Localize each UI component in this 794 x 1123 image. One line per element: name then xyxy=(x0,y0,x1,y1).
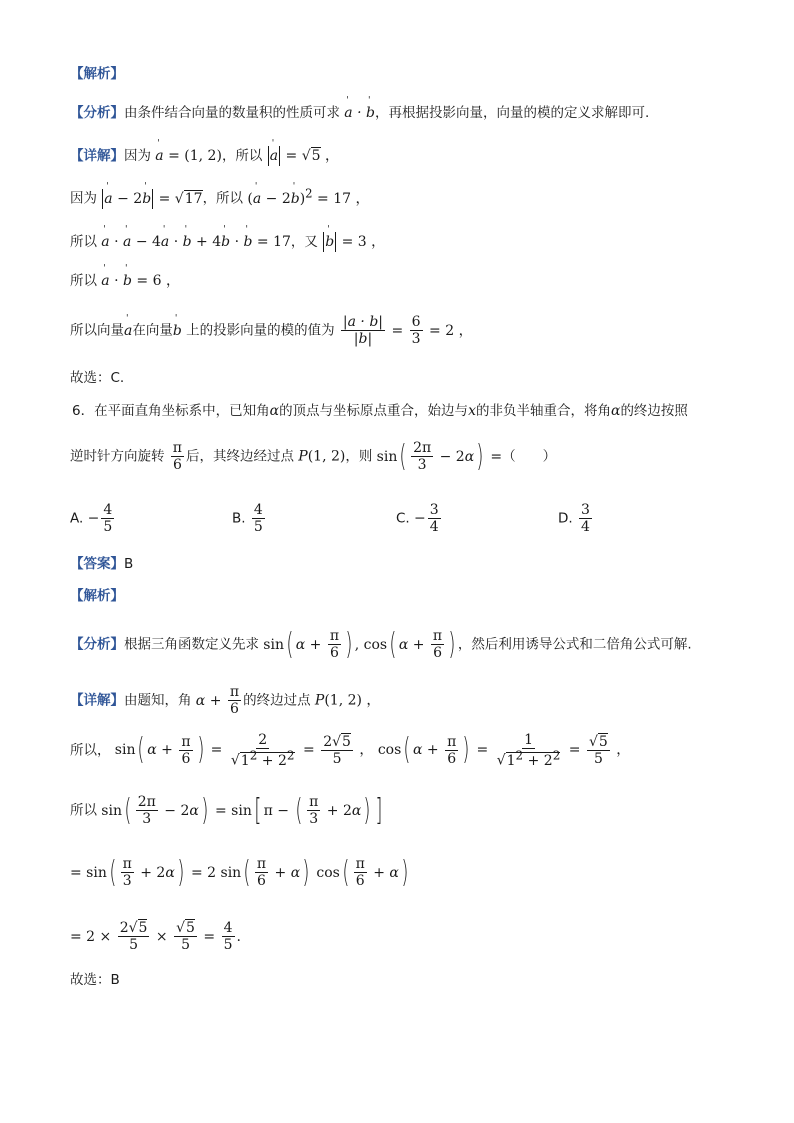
point-P: P(1, 2) xyxy=(298,448,346,465)
q6-detail-line4 xyxy=(70,856,411,889)
q6-detail-line1 xyxy=(70,684,380,717)
tag-label: 【答案】 xyxy=(70,556,124,572)
text: ，再根据投影向量，向量的模的定义求解即可. xyxy=(374,105,650,121)
q5-detail-line2 xyxy=(70,188,370,209)
text: 所以向量 xyxy=(70,322,124,339)
formula: sin( $\frac{2\pi}{3}$ − 2α) = sin[ π − ( $\frac{\pi}{3}$ + 2α) ] xyxy=(101,792,383,828)
q6-detail-line5 xyxy=(70,920,241,953)
text: ，然后利用诱导公式和二倍角公式可解. xyxy=(457,636,692,653)
option-d[interactable] xyxy=(558,502,594,535)
formula: ' a · ' a − 4' a · ' b + 4' b · ' b = 17 xyxy=(101,234,291,250)
text: ，所以 xyxy=(202,190,244,207)
text: ，又 xyxy=(290,234,318,250)
option-sign: − xyxy=(414,510,426,527)
text: ，所以 xyxy=(221,148,263,164)
formula: ' a = (1, 2) xyxy=(155,148,222,164)
formula-dot: ' a · ' b xyxy=(344,105,375,121)
q6-detail-line3 xyxy=(70,794,385,827)
x-var: x xyxy=(468,403,476,419)
q6-detail-line2 xyxy=(70,732,630,769)
option-label: A. xyxy=(70,510,84,527)
formula: ' a − 2' b = √17 xyxy=(101,191,202,207)
text: 由题知，角 xyxy=(124,692,192,709)
text: 的顶点与坐标原点重合，始边与 xyxy=(279,403,469,419)
text: 由条件结合向量的数量积的性质可求 xyxy=(124,105,340,121)
q5-detail-line4 xyxy=(70,274,180,289)
vector-b: ' b xyxy=(173,324,182,338)
q6-stem-line2 xyxy=(70,440,556,473)
formula: sin( α + $\frac{\pi}{6}$ ) = $\frac{2}{√1^2 + 2^2}$ = $\frac{2√5}{5}$ ， cos( α + $\frac{\pi}{6}$ ) = $\frac{1}{√1^2 + 2^2}$ = $\frac{√5}{5}$ ， xyxy=(114,732,631,769)
option-sign: − xyxy=(87,510,100,527)
text: 的终边按照 xyxy=(620,403,688,419)
text: 6．在平面直角坐标系中，已知角 xyxy=(72,403,270,419)
q5-jiexi-tag xyxy=(70,68,124,82)
text: 所以， xyxy=(70,742,111,759)
text: 故选：B xyxy=(70,972,120,988)
q6-jiexi-tag xyxy=(70,590,124,604)
option-fraction: $\frac{4}{5}$ xyxy=(253,502,263,536)
q6-stem-line1 xyxy=(72,404,688,419)
option-label: B. xyxy=(232,510,246,527)
alpha: α xyxy=(269,403,280,419)
vector-a: ' a xyxy=(124,324,132,338)
tag-label: 【详解】 xyxy=(70,692,124,709)
text: 的非负半轴重合，将角 xyxy=(475,403,611,419)
answer-value: B xyxy=(124,556,134,572)
option-label: D. xyxy=(558,510,573,527)
text: 故选：C. xyxy=(70,370,125,386)
option-label: C. xyxy=(396,510,410,527)
text: 所以 xyxy=(70,273,97,289)
formula: α + $\frac{\pi}{6}$ xyxy=(195,684,240,718)
text: 所以 xyxy=(70,234,97,250)
text: 上的投影向量的模的值为 xyxy=(186,322,335,339)
option-fraction: $\frac{3}{4}$ xyxy=(580,502,590,536)
option-fraction: $\frac{4}{5}$ xyxy=(103,502,113,536)
q6-answer xyxy=(70,558,133,572)
q5-detail-line5 xyxy=(70,314,473,347)
formula: = sin( $\frac{\pi}{3}$ + 2α) = 2 sin( $\frac{\pi}{6}$ + α) cos( $\frac{\pi}{6}$ + α) xyxy=(70,854,409,890)
formula: ' a · ' b = 6 ， xyxy=(101,273,180,289)
formula: ' b = 3 ， xyxy=(322,234,385,250)
alpha: α xyxy=(610,403,621,419)
q6-fenxi-line xyxy=(70,628,692,661)
tag-label: 【分析】 xyxy=(70,636,124,653)
q5-choice xyxy=(70,372,124,386)
formula: sin( α + $\frac{\pi}{6}$ ) , cos( α + $\frac{\pi}{6}$ ) xyxy=(263,626,456,662)
formula: = 2 × $\frac{2√5}{5}$ × $\frac{√5}{5}$ = $\frac{4}{5}$ . xyxy=(70,920,241,954)
text: 在向量 xyxy=(132,322,173,339)
option-fraction: $\frac{3}{4}$ xyxy=(429,502,439,536)
option-b[interactable] xyxy=(232,502,267,535)
tag-label: 【分析】 xyxy=(70,105,124,121)
q5-detail-line3 xyxy=(70,232,385,252)
tag-label: 【详解】 xyxy=(70,148,124,164)
q6-choice xyxy=(70,974,120,988)
text: 的终边过点 xyxy=(243,692,311,709)
text: 根据三角函数定义先求 xyxy=(124,636,259,653)
option-c[interactable] xyxy=(396,502,443,535)
text: ，则 xyxy=(345,448,373,465)
formula: $\frac{|a \cdot b|}{|b|}$ = $\frac{6}{3}$ = 2 ， xyxy=(342,314,473,348)
formula: ' a = √5 ， xyxy=(267,148,339,164)
q5-fenxi-line xyxy=(70,106,649,121)
formula: P(1, 2) ， xyxy=(314,692,381,709)
option-a[interactable] xyxy=(70,502,116,535)
text: 因为 xyxy=(124,148,151,164)
text: 逆时针方向旋转 xyxy=(70,448,165,465)
q5-detail-line1 xyxy=(70,146,339,166)
formula: (' a − 2' b)$^2$ = 17 ， xyxy=(247,191,369,207)
tag-label: 【解析】 xyxy=(70,66,124,82)
text: 后，其终边经过点 xyxy=(186,448,294,465)
formula: sin( $\frac{2\pi}{3}$ − 2α) = xyxy=(376,438,503,474)
text: 因为 xyxy=(70,190,97,207)
text: （ ） xyxy=(502,448,557,465)
tag-label: 【解析】 xyxy=(70,588,124,604)
text: 所以 xyxy=(70,802,97,819)
pi-over-6: $\frac{\pi}{6}$ xyxy=(172,440,182,474)
